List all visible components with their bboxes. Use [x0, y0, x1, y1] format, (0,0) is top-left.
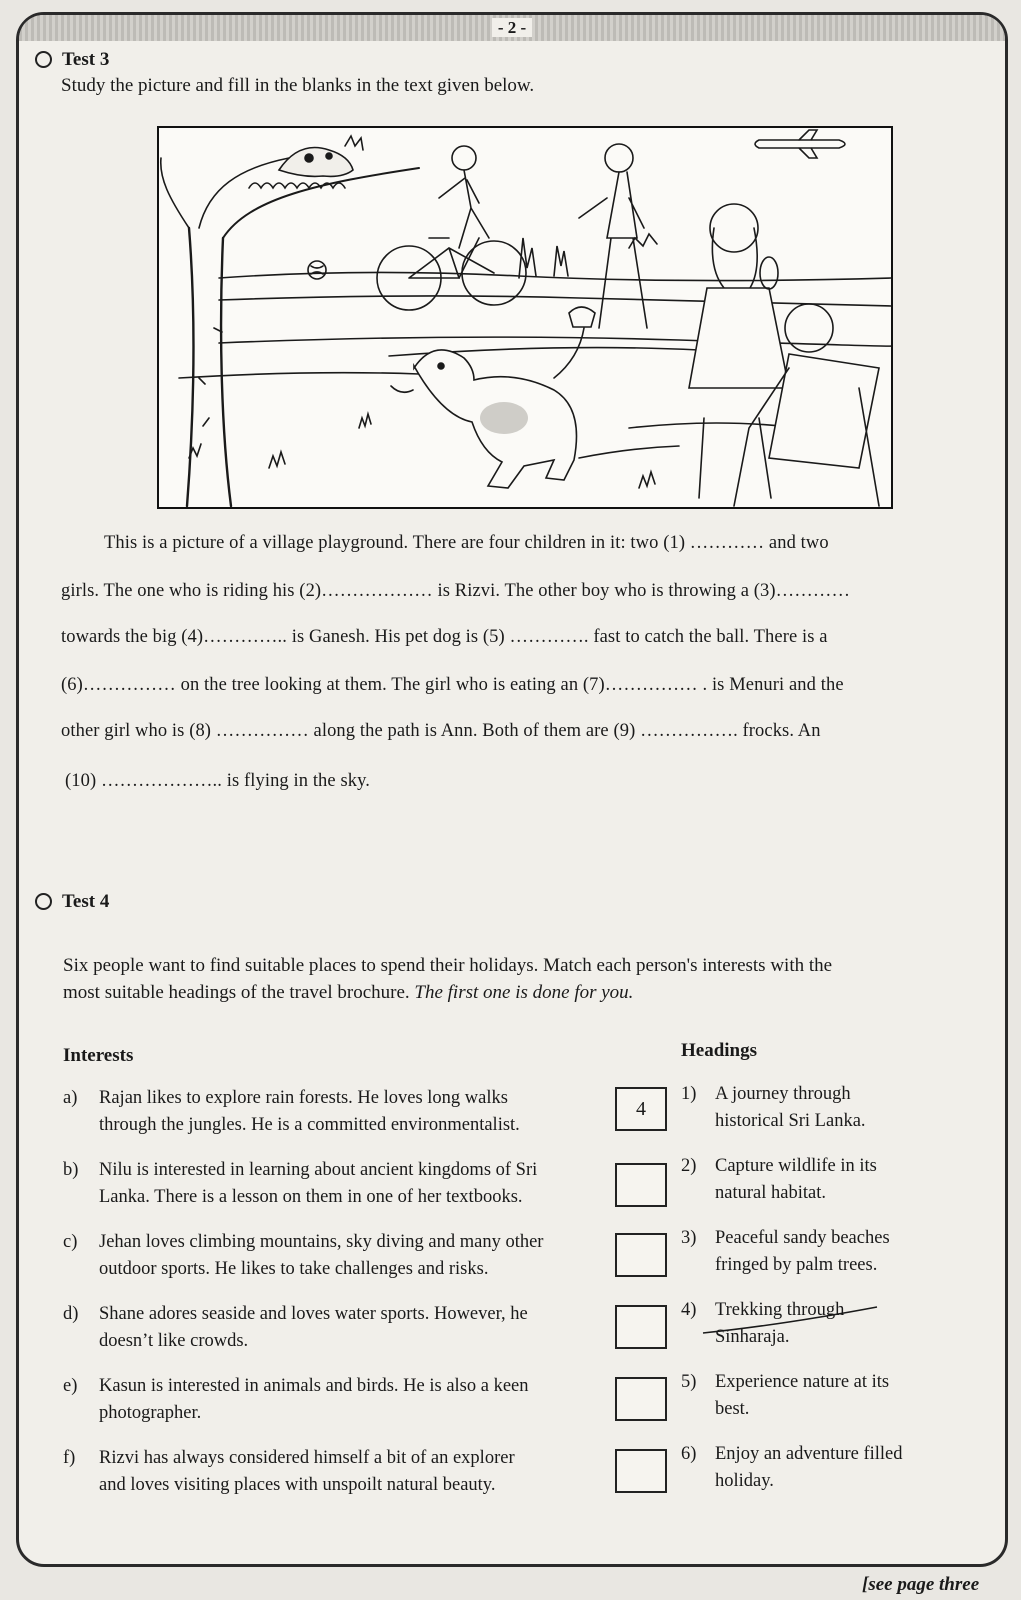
answer-box-a[interactable]: 4	[615, 1087, 667, 1131]
item-line2: outdoor sports. He likes to take challenges and risks.	[99, 1259, 489, 1279]
test3-instruction: Study the picture and fill in the blanks in the text given below.	[61, 75, 535, 96]
item-text	[99, 1157, 609, 1211]
heading-text	[715, 1081, 975, 1135]
interest-item-a	[63, 1085, 623, 1141]
answer-box-c[interactable]	[615, 1233, 667, 1277]
heading-number: 1)	[681, 1084, 697, 1104]
answer-box-f[interactable]	[615, 1449, 667, 1493]
item-line1: Nilu is interested in learning about ancient kingdoms of Sri	[99, 1160, 538, 1180]
headings-header: Headings	[681, 1040, 758, 1061]
heading-item-4	[681, 1297, 981, 1353]
item-line1: Kasun is interested in animals and birds. He is also a keen	[99, 1376, 529, 1396]
test4-instruction-italic: The first one is done for you.	[414, 982, 634, 1003]
answer-box-b[interactable]	[615, 1163, 667, 1207]
strike-through-mark	[701, 1305, 881, 1335]
heading-number: 5)	[681, 1372, 697, 1392]
item-text	[99, 1085, 609, 1139]
heading-line2: holiday.	[715, 1471, 774, 1491]
passage-line-4: (6)…………… on the tree looking at them. The girl who is eating an (7)…………… . is Menuri and the	[61, 675, 844, 695]
passage-line-3: towards the big (4)………….. is Ganesh. His pet dog is (5) …………. fast to catch the ball. There is a	[61, 627, 828, 647]
heading-line1: Capture wildlife in its	[715, 1156, 877, 1176]
page-number: - 2 -	[492, 18, 532, 37]
heading-text	[715, 1153, 975, 1207]
test4-title	[35, 891, 109, 913]
interest-item-c	[63, 1229, 623, 1285]
item-line1: Rajan likes to explore rain forests. He loves long walks	[99, 1088, 508, 1108]
item-letter: d)	[63, 1304, 79, 1324]
heading-line2: best.	[715, 1399, 750, 1419]
item-line2: photographer.	[99, 1403, 202, 1423]
test4-title-text: Test 4	[62, 891, 110, 912]
heading-line1: Peaceful sandy beaches	[715, 1228, 890, 1248]
heading-item-3	[681, 1225, 981, 1281]
page-header-bar	[19, 15, 1005, 41]
passage-line-6: (10) ……………….. is flying in the sky.	[65, 771, 370, 791]
heading-line2: fringed by palm trees.	[715, 1255, 878, 1275]
heading-line2: natural habitat.	[715, 1183, 826, 1203]
village-playground-picture	[157, 126, 893, 509]
item-text	[99, 1301, 609, 1355]
item-line2: through the jungles. He is a committed environmentalist.	[99, 1115, 520, 1135]
heading-number: 3)	[681, 1228, 697, 1248]
test3-title-text: Test 3	[62, 49, 110, 70]
interest-item-b	[63, 1157, 623, 1213]
passage-line-5: other girl who is (8) …………… along the path is Ann. Both of them are (9) ……………. frocks. An	[61, 721, 821, 741]
test4-instruction-line2	[63, 982, 633, 1004]
item-line2: doesn’t like crowds.	[99, 1331, 249, 1351]
heading-number: 6)	[681, 1444, 697, 1464]
playground-illustration	[159, 128, 891, 507]
passage-line-2: girls. The one who is riding his (2)……………… is Rizvi. The other boy who is throwing a (3)…………	[61, 581, 851, 601]
heading-text	[715, 1441, 975, 1495]
heading-item-1	[681, 1081, 981, 1137]
heading-text	[715, 1225, 975, 1279]
heading-number: 4)	[681, 1300, 697, 1320]
heading-item-2	[681, 1153, 981, 1209]
heading-line1: Trekking through	[715, 1300, 845, 1320]
item-letter: e)	[63, 1376, 78, 1396]
passage-line-1: This is a picture of a village playground. There are four children in it: two (1) ………… and two	[104, 533, 829, 553]
answer-box-d[interactable]	[615, 1305, 667, 1349]
bullet-circle-icon	[35, 51, 52, 68]
heading-line2: historical Sri Lanka.	[715, 1111, 866, 1131]
item-text	[99, 1445, 609, 1499]
heading-item-5	[681, 1369, 981, 1425]
page-footer-note: [see page three	[862, 1574, 980, 1595]
item-text	[99, 1229, 609, 1283]
item-line1: Shane adores seaside and loves water sports. However, he	[99, 1304, 528, 1324]
interest-item-f	[63, 1445, 623, 1501]
item-letter: c)	[63, 1232, 78, 1252]
interest-item-e	[63, 1373, 623, 1429]
interests-header: Interests	[63, 1045, 134, 1066]
heading-item-6	[681, 1441, 981, 1497]
heading-number: 2)	[681, 1156, 697, 1176]
item-letter: a)	[63, 1088, 78, 1108]
item-letter: f)	[63, 1448, 76, 1468]
test4-instruction-plain: most suitable headings of the travel brochure.	[63, 982, 410, 1003]
item-line2: Lanka. There is a lesson on them in one of her textbooks.	[99, 1187, 523, 1207]
heading-line1: Enjoy an adventure filled	[715, 1444, 903, 1464]
item-line2: and loves visiting places with unspoilt natural beauty.	[99, 1475, 496, 1495]
test4-instruction-line1: Six people want to find suitable places to spend their holidays. Match each person's interests with the	[63, 955, 833, 976]
interest-item-d	[63, 1301, 623, 1357]
heading-line2: Sinharaja.	[715, 1327, 790, 1347]
item-line1: Jehan loves climbing mountains, sky diving and many other	[99, 1232, 544, 1252]
item-text	[99, 1373, 609, 1427]
heading-line1: Experience nature at its	[715, 1372, 890, 1392]
answer-box-e[interactable]	[615, 1377, 667, 1421]
item-letter: b)	[63, 1160, 79, 1180]
heading-line1: A journey through	[715, 1084, 851, 1104]
item-line1: Rizvi has always considered himself a bit of an explorer	[99, 1448, 515, 1468]
bullet-circle-icon	[35, 893, 52, 910]
exam-sheet	[16, 12, 1008, 1567]
test3-title	[35, 49, 109, 71]
heading-text	[715, 1369, 975, 1423]
